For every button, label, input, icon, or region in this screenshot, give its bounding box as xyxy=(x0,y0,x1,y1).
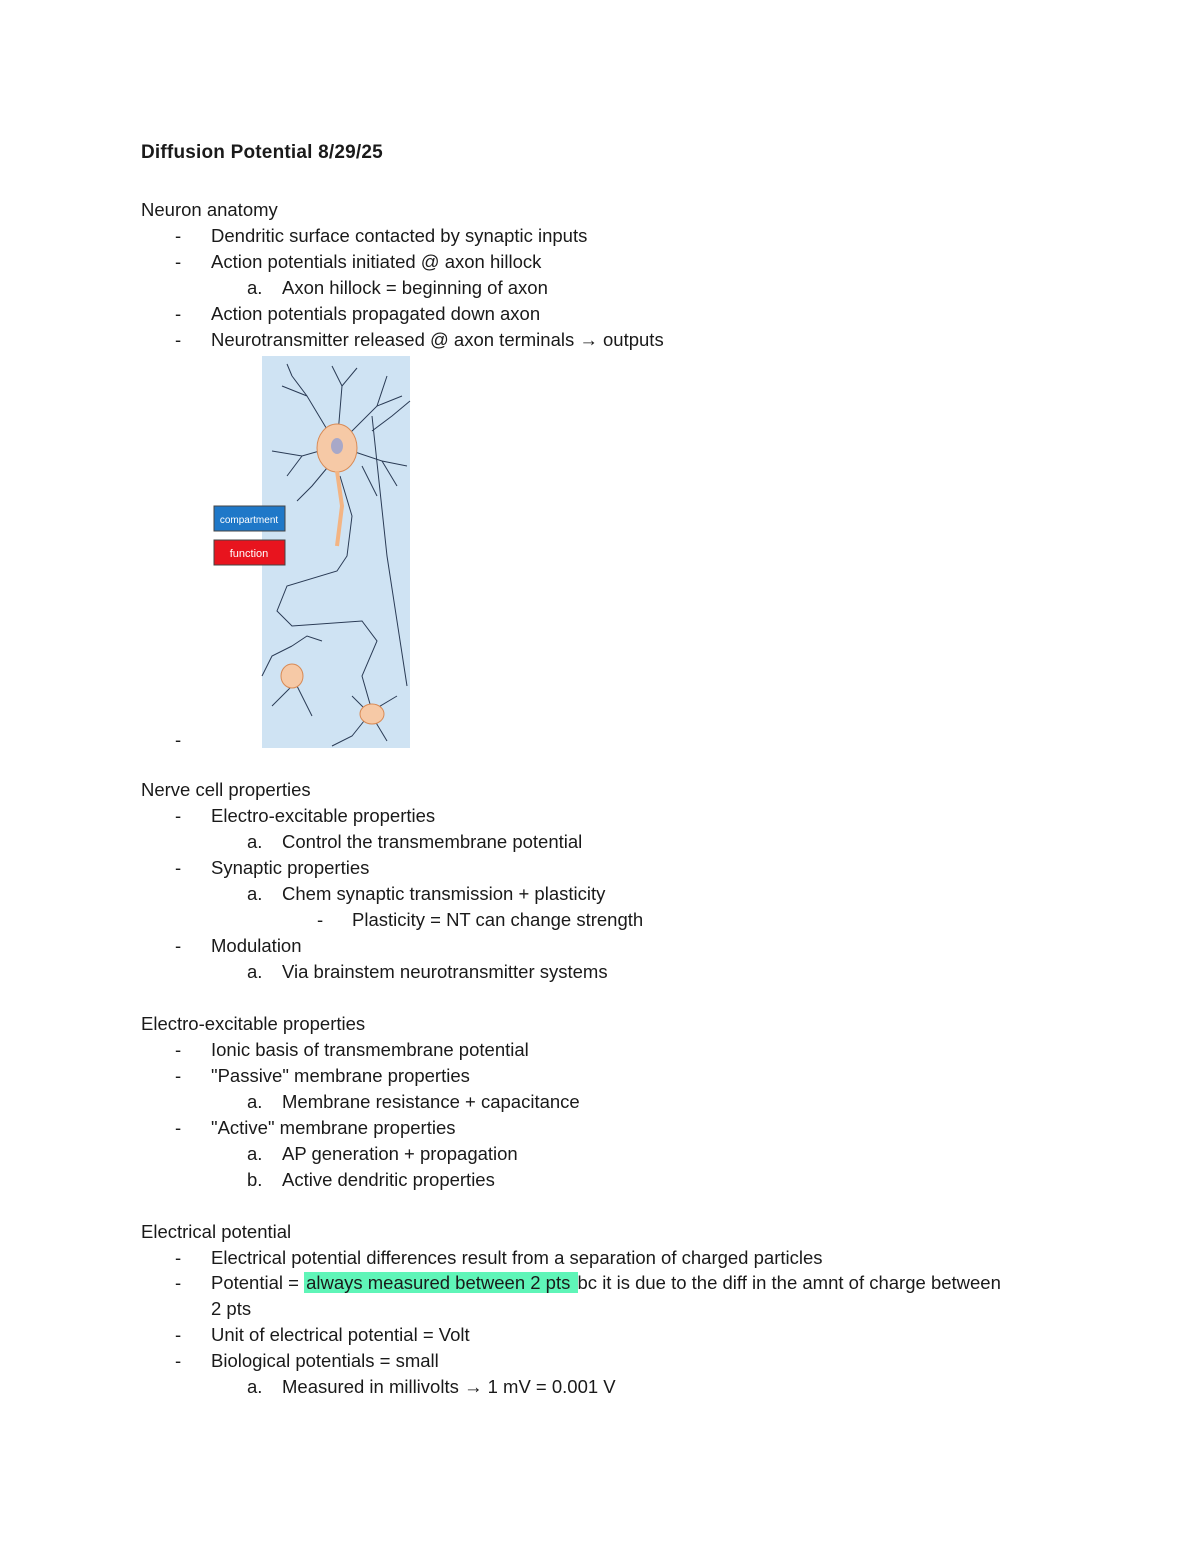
list-item: "Active" membrane properties xyxy=(211,1117,456,1138)
section-heading-electrical-potential: Electrical potential xyxy=(141,1221,292,1242)
bullet-dash: - xyxy=(175,1065,182,1086)
postsynaptic-cell-body xyxy=(360,704,384,724)
bullet-dash: - xyxy=(175,329,182,350)
bullet-dash: - xyxy=(175,251,182,272)
neuron-diagram-image xyxy=(212,356,412,748)
bullet-dash: - xyxy=(317,909,324,930)
bullet-dash: - xyxy=(175,857,182,878)
list-item: Ionic basis of transmembrane potential xyxy=(211,1039,529,1060)
list-item: Electrical potential differences result from a separation of charged particles xyxy=(211,1247,823,1268)
function-label: function xyxy=(229,548,269,560)
list-item: Axon hillock = beginning of axon xyxy=(282,277,548,298)
section-heading-nerve-cell-properties: Nerve cell properties xyxy=(141,779,311,800)
list-item: Modulation xyxy=(211,935,302,956)
bullet-dash: - xyxy=(175,1324,182,1345)
bullet-dash: - xyxy=(175,1117,182,1138)
list-item: Action potentials initiated @ axon hillock xyxy=(211,251,542,272)
bullet-dash: - xyxy=(175,1350,182,1371)
potential-suffix: bc it is due to the diff in the amnt of charge between xyxy=(577,1272,1001,1293)
list-marker-a: a. xyxy=(247,1091,263,1112)
list-item: Synaptic properties xyxy=(211,857,370,878)
bullet-dash: - xyxy=(175,1272,182,1293)
section-heading-electro-excitable: Electro-excitable properties xyxy=(141,1013,366,1034)
list-item: Unit of electrical potential = Volt xyxy=(211,1324,470,1345)
list-marker-a: a. xyxy=(247,277,263,298)
bullet-dash: - xyxy=(175,1039,182,1060)
list-item: Active dendritic properties xyxy=(282,1169,495,1190)
list-item: Biological potentials = small xyxy=(211,1350,439,1371)
list-marker-a: a. xyxy=(247,961,263,982)
bullet-dash: - xyxy=(175,805,182,826)
nucleus xyxy=(331,438,343,454)
highlighted-text: always measured between 2 pts xyxy=(306,1272,576,1293)
list-marker-b: b. xyxy=(247,1169,263,1190)
potential-prefix: Potential = xyxy=(211,1272,305,1293)
list-marker-a: a. xyxy=(247,1143,263,1164)
bullet-dash: - xyxy=(175,1247,182,1268)
bullet-dash: - xyxy=(175,303,182,324)
list-item-continuation: 2 pts xyxy=(211,1298,252,1319)
list-marker-a: a. xyxy=(247,1376,263,1397)
list-item: Via brainstem neurotransmitter systems xyxy=(282,961,608,982)
list-item: Neurotransmitter released @ axon terminals → outputs xyxy=(211,329,664,350)
list-item: Electro-excitable properties xyxy=(211,805,436,826)
list-item: Control the transmembrane potential xyxy=(282,831,583,852)
list-marker-a: a. xyxy=(247,831,263,852)
compartment-label: compartment xyxy=(219,515,279,526)
list-item: Chem synaptic transmission + plasticity xyxy=(282,883,606,904)
list-item: Measured in millivolts → 1 mV = 0.001 V xyxy=(282,1376,616,1397)
list-item: Action potentials propagated down axon xyxy=(211,303,541,324)
list-marker-a: a. xyxy=(247,883,263,904)
list-item: AP generation + propagation xyxy=(282,1143,518,1164)
list-item-potential xyxy=(211,1272,1001,1294)
bullet-dash: - xyxy=(175,225,182,246)
postsynaptic-cell-body xyxy=(281,664,303,688)
bullet-dash: - xyxy=(175,935,182,956)
list-item: Membrane resistance + capacitance xyxy=(282,1091,580,1112)
list-item: Plasticity = NT can change strength xyxy=(352,909,644,930)
list-item: Dendritic surface contacted by synaptic inputs xyxy=(211,225,588,246)
bullet-dash: - xyxy=(175,729,182,750)
section-heading-neuron-anatomy: Neuron anatomy xyxy=(141,199,278,220)
page-title: Diffusion Potential 8/29/25 xyxy=(141,142,383,163)
list-item: "Passive" membrane properties xyxy=(211,1065,470,1086)
